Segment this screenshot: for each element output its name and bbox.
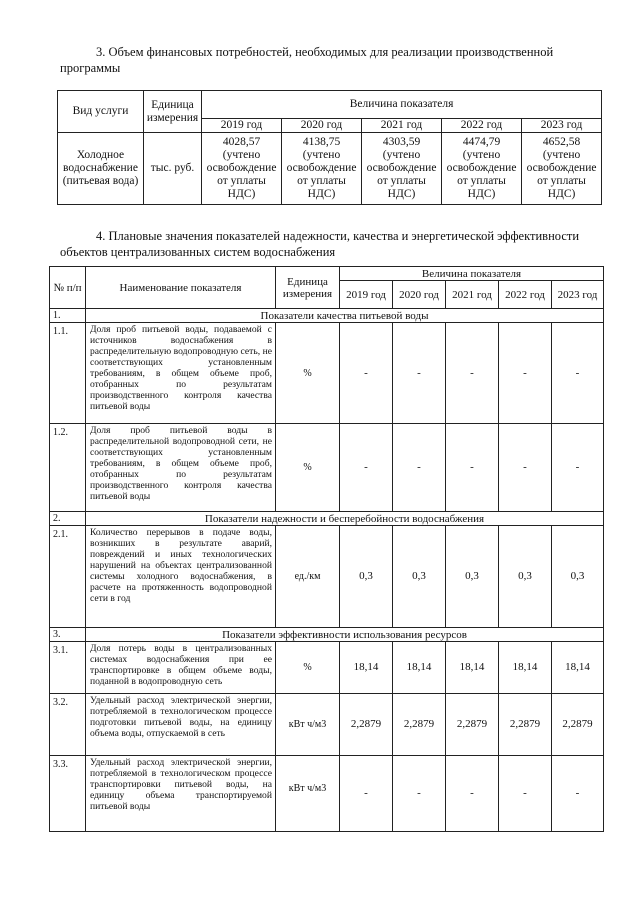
header-value: Величина показателя	[202, 91, 602, 119]
table-row	[58, 133, 602, 205]
row-value: 0,3	[499, 526, 552, 628]
unit-cell: тыс. руб.	[144, 133, 202, 205]
row-value: 0,3	[340, 526, 393, 628]
section-num: 3.	[50, 628, 86, 642]
row-value: 2,2879	[393, 694, 446, 756]
section-row	[50, 512, 604, 526]
row-value: 18,14	[499, 642, 552, 694]
row-value: 18,14	[552, 642, 604, 694]
row-value: 0,3	[446, 526, 499, 628]
row-value: 2,2879	[446, 694, 499, 756]
amount-cell	[442, 133, 522, 205]
row-value: 18,14	[446, 642, 499, 694]
table-row	[50, 694, 604, 756]
year-cell: 2022 год	[499, 281, 552, 309]
row-value: -	[499, 424, 552, 512]
row-unit: ед./км	[276, 526, 340, 628]
header-service: Вид услуги	[58, 91, 144, 133]
row-name: Доля проб питьевой воды в распределительной водопроводной сети, не соответствующих установленным требованиям, в общем объеме проб, отобранных по результатам производственного контроля качества питьевой воды	[86, 424, 276, 512]
row-value: -	[340, 756, 393, 832]
row-value: -	[446, 756, 499, 832]
year-cell: 2020 год	[393, 281, 446, 309]
row-name: Доля потерь воды в централизованных системах водоснабжения при ее транспортировке в общем объеме воды, поданной в водопроводную сеть	[86, 642, 276, 694]
year-cell: 2023 год	[522, 119, 602, 133]
row-value: -	[393, 323, 446, 424]
header-value: Величина показателя	[340, 267, 604, 281]
amount-note: (учтено освобождение от уплаты НДС)	[366, 149, 437, 200]
section-row	[50, 628, 604, 642]
amount-cell	[522, 133, 602, 205]
row-value: -	[499, 323, 552, 424]
row-unit: кВт ч/м3	[276, 756, 340, 832]
year-cell: 2019 год	[202, 119, 282, 133]
amount-value: 4138,75	[302, 136, 341, 148]
amount-note: (учтено освобождение от уплаты НДС)	[526, 149, 597, 200]
row-num: 3.3.	[50, 756, 86, 832]
indicators-table	[49, 266, 604, 832]
service-cell: Холодное водоснабжение (питьевая вода)	[58, 133, 144, 205]
row-value: 2,2879	[552, 694, 604, 756]
row-value: -	[499, 756, 552, 832]
financial-needs-table	[57, 90, 602, 205]
table-row	[50, 323, 604, 424]
row-name: Количество перерывов в подаче воды, возникших в результате аварий, повреждений и иных технологических нарушений на объектах централизованной системы холодного водоснабжения, в расчете на протяженность водопроводной сети в год	[86, 526, 276, 628]
amount-cell	[362, 133, 442, 205]
row-value: -	[552, 756, 604, 832]
row-unit: %	[276, 424, 340, 512]
year-cell: 2021 год	[446, 281, 499, 309]
row-value: -	[552, 424, 604, 512]
year-cell: 2023 год	[552, 281, 604, 309]
row-unit: %	[276, 323, 340, 424]
row-value: 2,2879	[499, 694, 552, 756]
row-num: 3.2.	[50, 694, 86, 756]
section-title: Показатели эффективности использования ресурсов	[86, 628, 604, 642]
row-value: 18,14	[340, 642, 393, 694]
row-num: 1.1.	[50, 323, 86, 424]
row-value: -	[446, 323, 499, 424]
header-num: № п/п	[50, 267, 86, 309]
row-value: -	[446, 424, 499, 512]
year-cell: 2019 год	[340, 281, 393, 309]
row-num: 2.1.	[50, 526, 86, 628]
section4-heading-line1: 4. Плановые значения показателей надежности, качества и энергетической эффективности	[96, 229, 580, 243]
section-title: Показатели надежности и бесперебойности водоснабжения	[86, 512, 604, 526]
amount-value: 4652,58	[542, 136, 581, 148]
section4-heading	[60, 228, 600, 260]
row-name: Удельный расход электрической энергии, потребляемой в технологическом процессе подготовки питьевой воды, на единицу объема воды, отпускаемой в сеть	[86, 694, 276, 756]
row-unit: кВт ч/м3	[276, 694, 340, 756]
year-cell: 2020 год	[282, 119, 362, 133]
amount-note: (учтено освобождение от уплаты НДС)	[206, 149, 277, 200]
header-unit: Единица измерения	[144, 91, 202, 133]
section-row	[50, 309, 604, 323]
section-num: 2.	[50, 512, 86, 526]
amount-cell	[202, 133, 282, 205]
row-value: -	[393, 424, 446, 512]
section4-heading-line2: объектов централизованных систем водоснабжения	[60, 245, 336, 259]
section-title: Показатели качества питьевой воды	[86, 309, 604, 323]
amount-value: 4028,57	[222, 136, 261, 148]
amount-note: (учтено освобождение от уплаты НДС)	[446, 149, 517, 200]
amount-cell	[282, 133, 362, 205]
row-value: -	[340, 424, 393, 512]
row-num: 3.1.	[50, 642, 86, 694]
section3-heading	[60, 44, 600, 76]
row-value: 18,14	[393, 642, 446, 694]
row-num: 1.2.	[50, 424, 86, 512]
amount-value: 4474,79	[462, 136, 501, 148]
row-value: -	[340, 323, 393, 424]
header-unit: Единица измерения	[276, 267, 340, 309]
header-name: Наименование показателя	[86, 267, 276, 309]
row-unit: %	[276, 642, 340, 694]
table-row	[50, 424, 604, 512]
section-num: 1.	[50, 309, 86, 323]
amount-note: (учтено освобождение от уплаты НДС)	[286, 149, 357, 200]
year-cell: 2022 год	[442, 119, 522, 133]
section3-heading-line2: программы	[60, 61, 121, 75]
table-row	[50, 756, 604, 832]
year-cell: 2021 год	[362, 119, 442, 133]
row-value: -	[552, 323, 604, 424]
amount-value: 4303,59	[382, 136, 421, 148]
row-value: 0,3	[552, 526, 604, 628]
row-name: Удельный расход электрической энергии, потребляемой в технологическом процессе транспортировки питьевой воды, на единицу объема транспортируемой питьевой воды	[86, 756, 276, 832]
table-row	[50, 642, 604, 694]
section3-heading-line1: 3. Объем финансовых потребностей, необходимых для реализации производственной	[96, 45, 554, 59]
row-name: Доля проб питьевой воды, подаваемой с источников водоснабжения в распределительную водопроводную сеть, не соответствующих установленным требованиям, в общем объеме проб, отобранных по результатам производственного контроля качества питьевой воды	[86, 323, 276, 424]
row-value: 2,2879	[340, 694, 393, 756]
row-value: 0,3	[393, 526, 446, 628]
row-value: -	[393, 756, 446, 832]
table-row	[50, 526, 604, 628]
